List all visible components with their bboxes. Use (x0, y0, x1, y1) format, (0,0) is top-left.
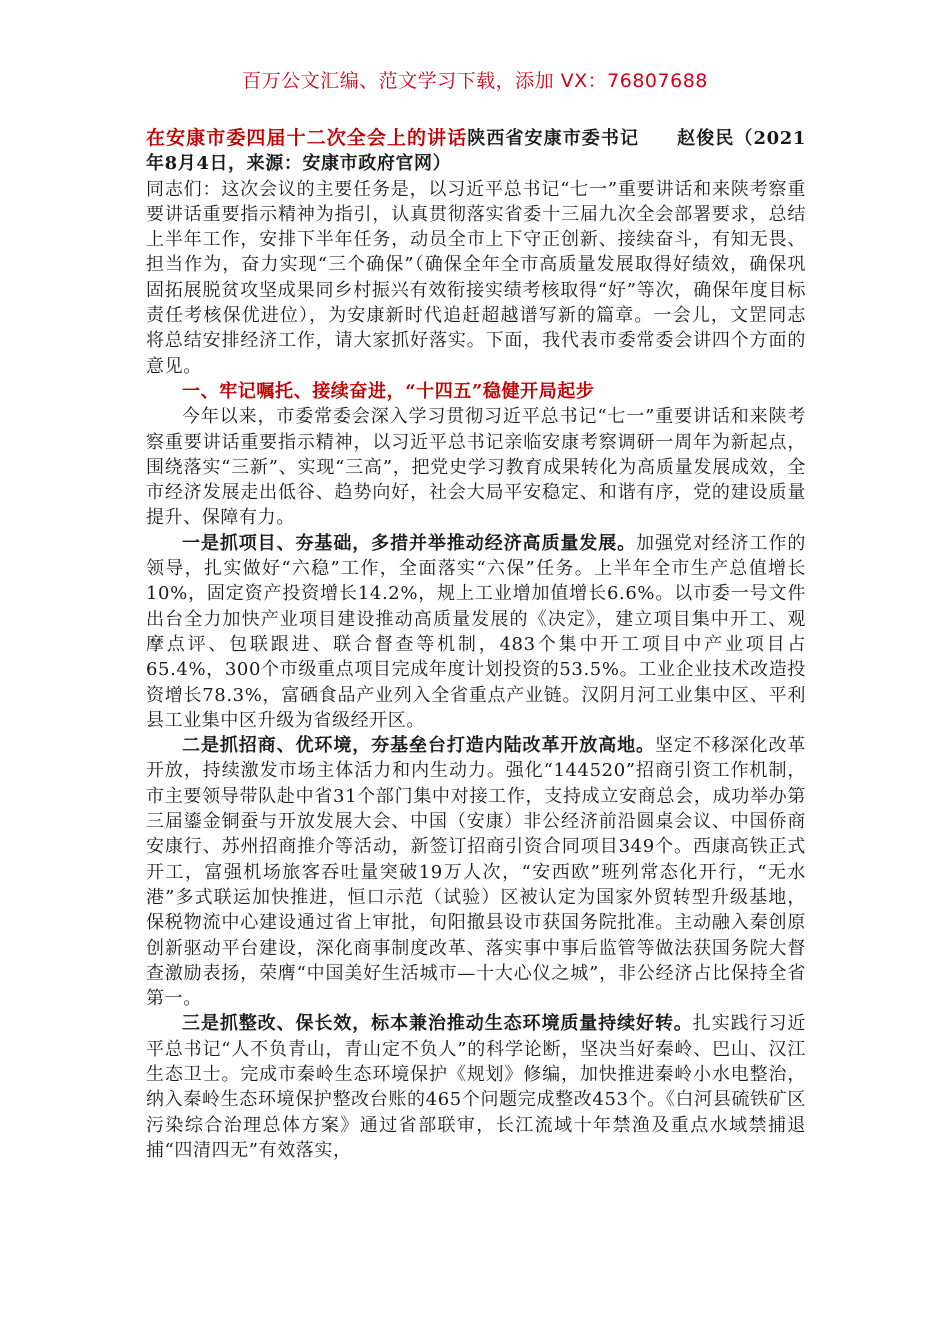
intro-paragraph: 同志们：这次会议的主要任务是，以习近平总书记“七一”重要讲话和来陕考察重要讲话重要指示精神为指引，认真贯彻落实省委十三届九次全会部署要求，总结上半年工作，安排下半年任务，动员全市上下守正创新、接续奋斗，有知无畏、担当作为，奋力实现“三个确保”（确保全年全市高质量发展取得好绩效，确保巩固拓展脱贫攻坚成果同乡村振兴有效衔接实绩考核取得“好”等次，确保年度目标责任考核保优进位），为安康新时代追赶超越谱写新的篇章。一会儿，文罡同志将总结安排经济工作，请大家抓好落实。下面，我代表市委常委会讲四个方面的意见。 (146, 178, 806, 377)
item-paragraph-1 (146, 531, 806, 733)
item-paragraph-2 (146, 733, 806, 1011)
item-text-3: 扎实践行习近平总书记“人不负青山，青山定不负人”的科学论断，坚决当好秦岭、巴山、汉江生态卫士。完成市秦岭生态环境保护《规划》修编，加快推进秦岭小水电整治，纳入秦岭生态环境保护整改台账的465个问题完成整改453个。《白河县硫铁矿区污染综合治理总体方案》通过省部联审，长江流域十年禁渔及重点水域禁捕退捕“四清四无”有效落实， (146, 1013, 806, 1161)
speech-body (146, 126, 806, 1163)
section-heading: 一、牢记嘱托、接续奋进，“十四五”稳健开局起步 (182, 380, 595, 402)
item-text-2: 坚定不移深化改革开放，持续激发市场主体活力和内生动力。强化“144520”招商引资工作机制，市主要领导带队赴中省31个部门集中对接工作，支持成立安商总会，成功举办第三届鎏金铜蚕与开放发展大会、中国（安康）非公经济前沿圆桌会议、中国侨商安康行、苏州招商推介等活动，新签订招商引资合同项目349个。西康高铁正式开工，富强机场旅客吞吐量突破19万人次，“安西欧”班列常态化开行，“无水港”多式联运加快推进，恒口示范（试验）区被认定为国家外贸转型升级基地，保税物流中心建设通过省上审批，旬阳撤县设市获国务院批准。主动融入秦创原创新驱动平台建设，深化商事制度改革、落实事中事后监管等做法获国务院大督查激励表扬，荣膺“中国美好生活城市—十大心仪之城”，非公经济占比保持全省第一。 (146, 735, 806, 1010)
item-lead-3: 三是抓整改、保长效，标本兼治推动生态环境质量持续好转。 (182, 1013, 693, 1035)
promo-banner: 百万公文汇编、范文学习下载，添加 VX：76807688 (242, 70, 708, 92)
item-text-1: 加强党对经济工作的领导，扎实做好“六稳”工作，全面落实“六保”任务。上半年全市生产总值增长10%，固定资产投资增长14.2%，规上工业增加值增长6.6%。以市委一号文件出台全力加快产业项目建设推动高质量发展的《决定》，建立项目集中开工、观摩点评、包联跟进、联合督查等机制，483个集中开工项目中产业项目占65.4%，300个市级重点项目完成年度计划投资的53.5%。工业企业技术改造投资增长78.3%，富硒食品产业列入全省重点产业链。汉阴月河工业集中区、平利县工业集中区升级为省级经开区。 (146, 532, 806, 731)
item-lead-1: 一是抓项目、夯基础，多措并举推动经济高质量发展。 (182, 532, 637, 554)
item-paragraph-3 (146, 1011, 806, 1163)
speech-byline: 陕西省安康市委书记 赵俊民（2021年8月4日，来源：安康市政府官网） (146, 128, 806, 175)
section-paragraph: 今年以来，市委常委会深入学习贯彻习近平总书记“七一”重要讲话和来陕考察重要讲话重要指示精神，以习近平总书记亲临安康考察调研一周年为新起点，围绕落实“三新”、实现“三高”，把党史学习教育成果转化为高质量发展成效，全市经济发展走出低谷、趋势向好，社会大局平安稳定、和谐有序，党的建设质量提升、保障有力。 (146, 406, 806, 529)
speech-title: 在安康市委四届十二次全会上的讲话 (146, 127, 468, 149)
title-block (146, 126, 806, 177)
item-lead-2: 二是抓招商、优环境，夯基垒台打造内陆改革开放高地。 (182, 735, 655, 757)
